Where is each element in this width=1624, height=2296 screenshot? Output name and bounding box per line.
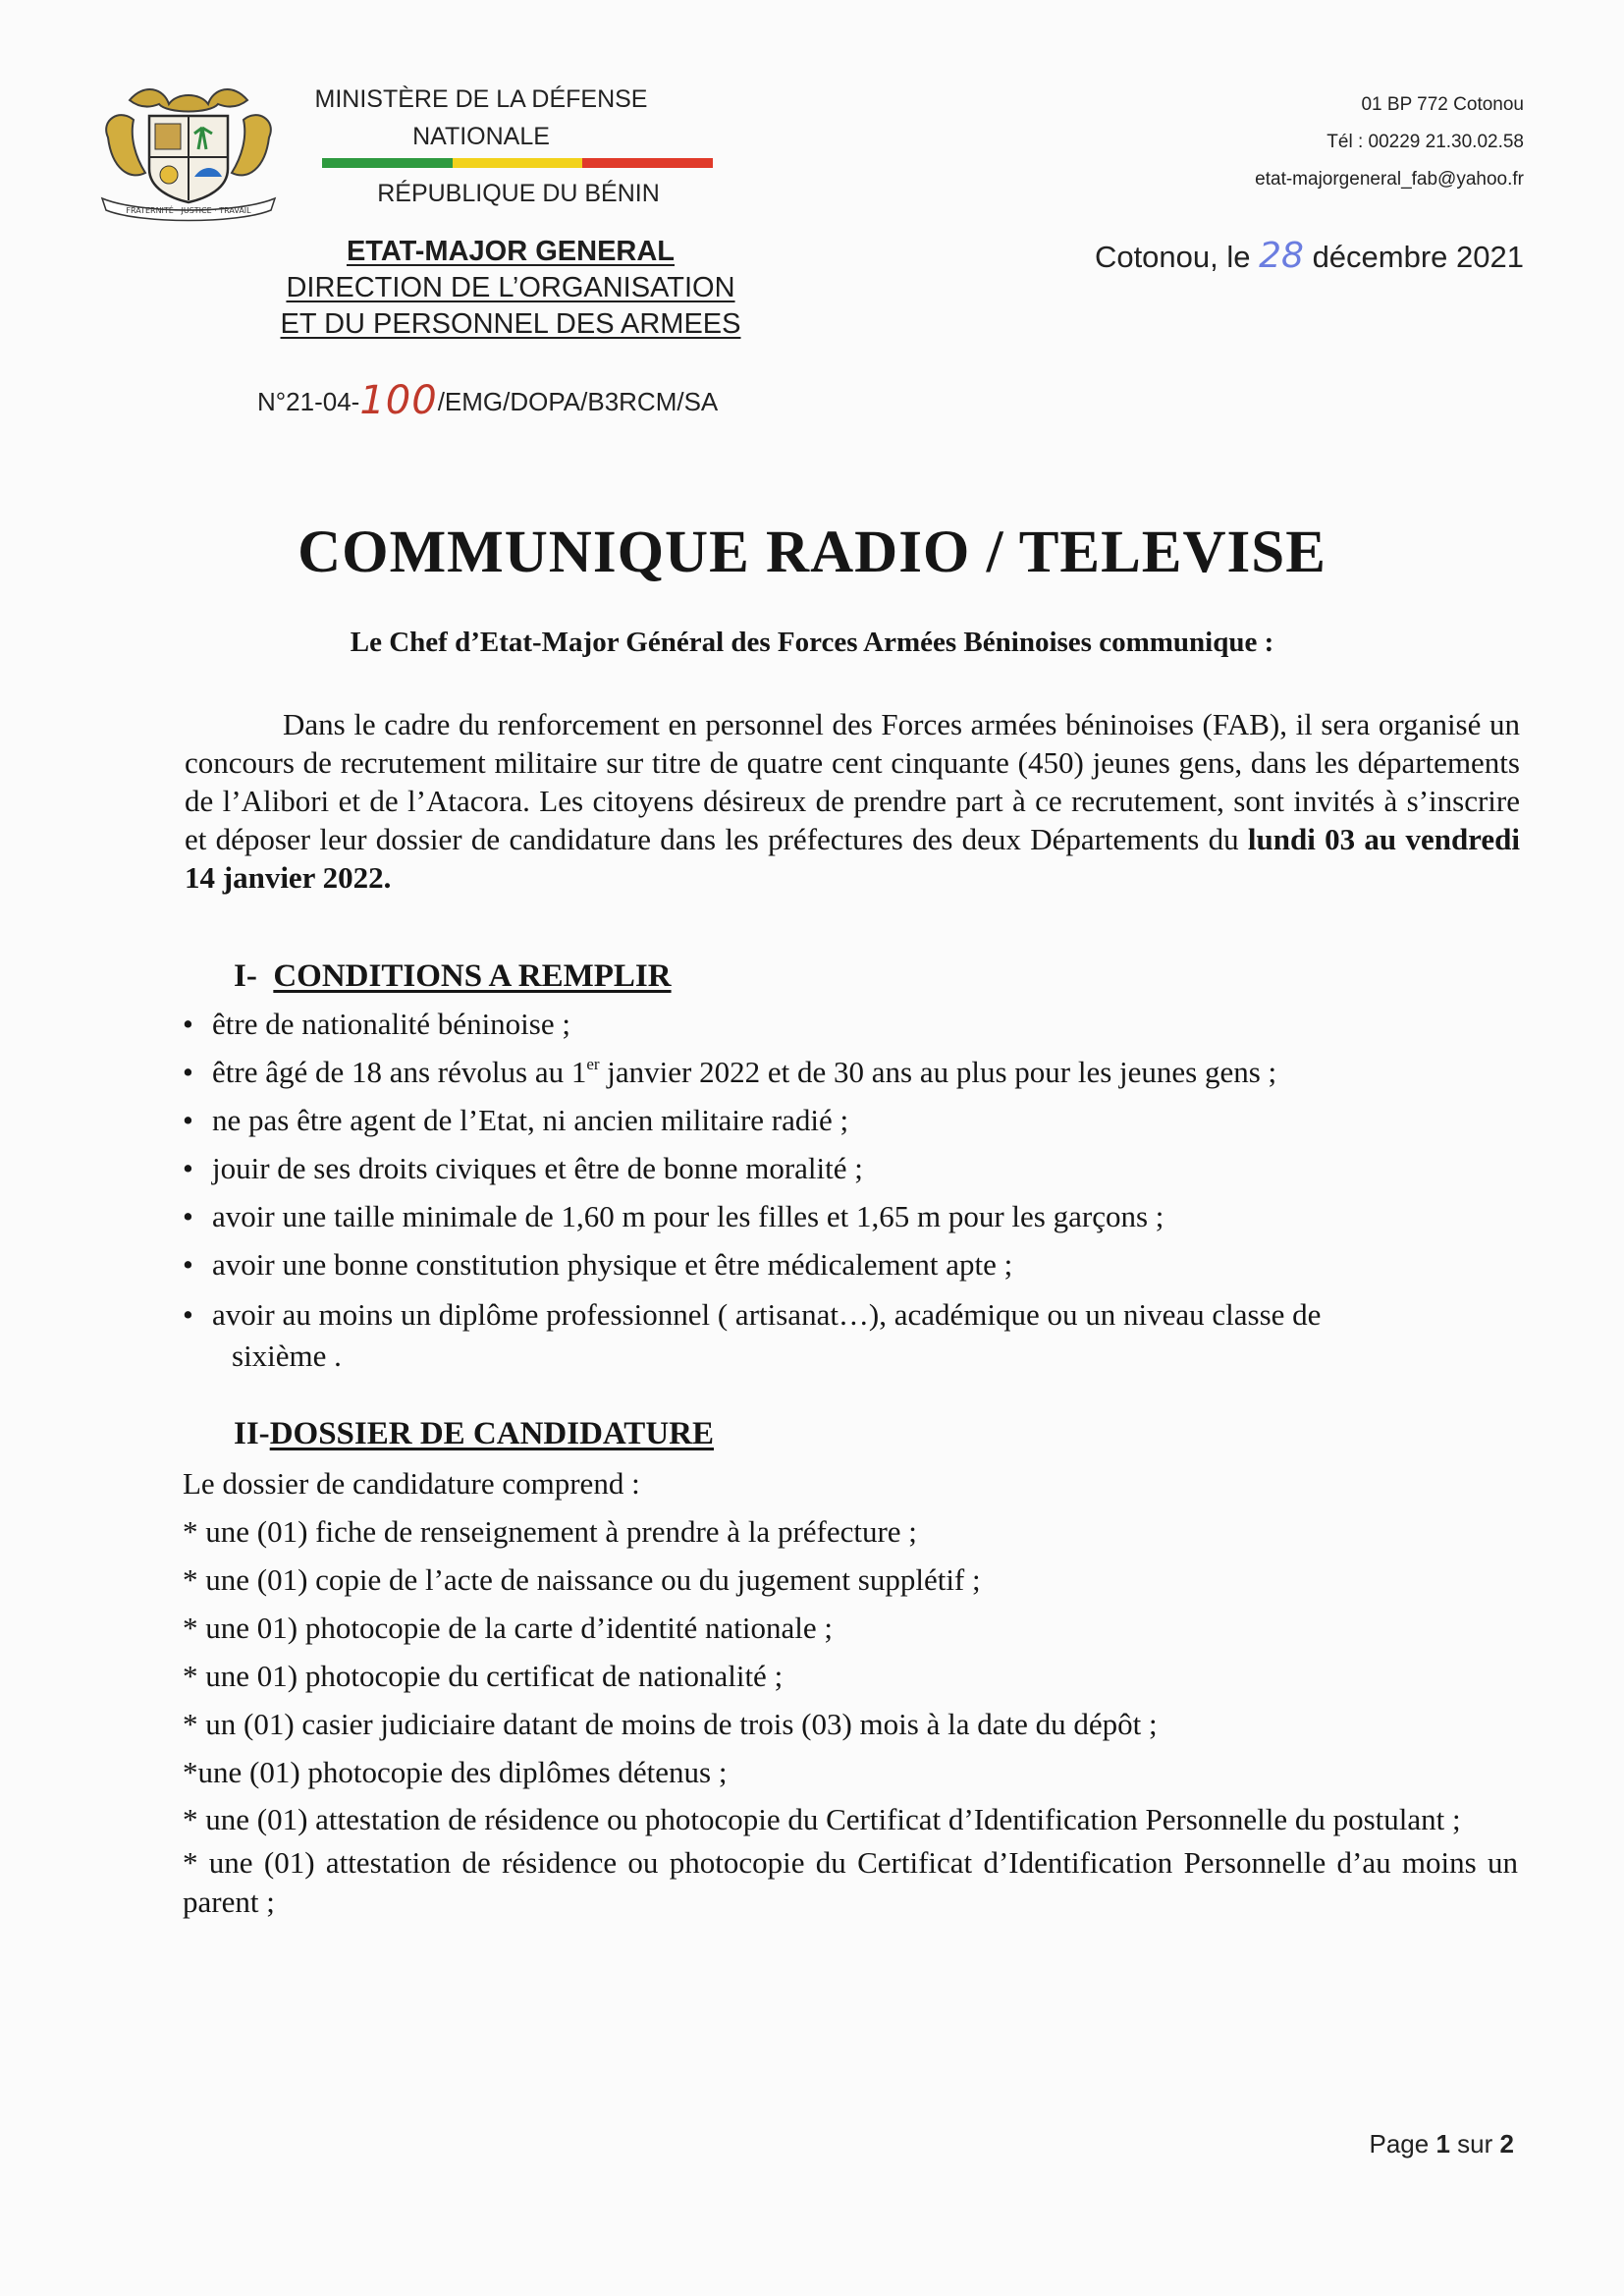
list-item: * une (01) attestation de résidence ou photocopie du Certificat d’Identification Personnelle d’au moins un parent ; (183, 1845, 1518, 1919)
contact-bp: 01 BP 772 Cotonou (1361, 94, 1524, 115)
dateline (1095, 236, 1524, 276)
list-item: * une 01) photocopie du certificat de nationalité ; (183, 1659, 784, 1693)
reference-number (257, 378, 718, 423)
document-subtitle: Le Chef d’Etat-Major Général des Forces Armées Béninoises communique : (350, 627, 1274, 658)
intro-dates-bold: lundi 03 au vendredi 14 janvier 2022. (185, 822, 1520, 895)
ref-handwritten-number: 100 (359, 378, 438, 423)
list-item: * une (01) attestation de résidence ou photocopie du Certificat d’Identification Personnelle du postulant ; (183, 1802, 1461, 1836)
contact-tel: Tél : 00229 21.30.02.58 (1326, 132, 1524, 152)
document-title: COMMUNIQUE RADIO / TELEVISE (298, 519, 1326, 585)
section-2-number: II- (234, 1416, 270, 1451)
contact-block (1255, 86, 1524, 198)
flag-stripe-red (582, 158, 713, 168)
dossier-intro: Le dossier de candidature comprend : (183, 1466, 640, 1501)
contact-email: etat-majorgeneral_fab@yahoo.fr (1255, 169, 1524, 190)
list-item: • avoir une taille minimale de 1,60 m pour les filles et 1,65 m pour les garçons ; (183, 1192, 1528, 1240)
list-item: • avoir une bonne constitution physique et être médicalement apte ; (183, 1240, 1528, 1288)
bullet-icon: • (183, 1055, 193, 1089)
national-flag-bar (322, 158, 713, 168)
dateline-suffix: décembre 2021 (1312, 240, 1524, 274)
section-1-heading (234, 958, 672, 995)
dateline-day-handwritten: 28 (1259, 236, 1304, 276)
dateline-prefix: Cotonou, le (1094, 240, 1251, 274)
list-item: * une (01) copie de l’acte de naissance ou du jugement supplétif ; (183, 1562, 981, 1597)
bullet-icon: • (183, 1007, 193, 1041)
list-item: *une (01) photocopie des diplômes détenus ; (183, 1755, 728, 1789)
coat-of-arms-emblem (90, 79, 287, 226)
bullet-icon: • (183, 1247, 193, 1282)
list-item: • avoir au moins un diplôme professionnel ( artisanat…), académique ou un niveau classe de sixième . (183, 1294, 1528, 1377)
bullet-icon: • (183, 1199, 193, 1233)
list-item: * une (01) fiche de renseignement à prendre à la préfecture ; (183, 1514, 917, 1549)
flag-stripe-green (322, 158, 453, 168)
ministry-line-1: MINISTÈRE DE LA DÉFENSE (314, 85, 648, 113)
bullet-icon: • (183, 1103, 193, 1137)
intro-paragraph (185, 705, 1520, 897)
dossier-list (183, 1459, 1518, 1926)
page-number: Page 1 sur 2 (1369, 2129, 1514, 2159)
ref-prefix: N°21-04- (257, 387, 360, 416)
emblem-motto: FRATERNITÉ · JUSTICE · TRAVAIL (126, 206, 251, 215)
section-2-heading (234, 1416, 714, 1452)
flag-stripe-yellow (453, 158, 583, 168)
ministry-name (314, 81, 648, 155)
list-item: • être de nationalité béninoise ; (183, 1000, 1528, 1048)
section-1-number: I- (234, 958, 257, 994)
list-item: • ne pas être agent de l’Etat, ni ancien militaire radié ; (183, 1096, 1528, 1144)
ministry-line-2: NATIONALE (412, 123, 550, 150)
staff-line-1: ETAT-MAJOR GENERAL (346, 236, 676, 267)
staff-line-2: DIRECTION DE L’ORGANISATION (286, 272, 735, 303)
list-item: * une 01) photocopie de la carte d’identité nationale ; (183, 1611, 833, 1645)
list-item: * un (01) casier judiciaire datant de moins de trois (03) mois à la date du dépôt ; (183, 1707, 1158, 1741)
list-item: • jouir de ses droits civiques et être de bonne moralité ; (183, 1144, 1528, 1192)
bullet-icon: • (183, 1151, 193, 1185)
staff-line-3: ET DU PERSONNEL DES ARMEES (280, 308, 741, 340)
republic-name: RÉPUBLIQUE DU BÉNIN (377, 180, 660, 207)
bullet-icon: • (183, 1297, 193, 1332)
intro-text: Dans le cadre du renforcement en personnel des Forces armées béninoises (FAB), il sera organisé un concours de recrutement militaire sur titre de quatre cent cinquante (450) jeunes gens, dans les départements de l’Alibori et de l’Atacora. Les citoyens désireux de prendre part à ce recrutement, sont invités à s’inscrire et déposer leur dossier de candidature dans les préfectures des deux Départements du (185, 707, 1520, 856)
ref-suffix: /EMG/DOPA/B3RCM/SA (437, 387, 719, 416)
conditions-list (183, 1000, 1528, 1377)
list-item: • être âgé de 18 ans révolus au 1er janvier 2022 et de 30 ans au plus pour les jeunes gens ; (183, 1048, 1528, 1096)
issuing-office (265, 234, 756, 343)
section-2-title: DOSSIER DE CANDIDATURE (269, 1416, 714, 1451)
section-1-title: CONDITIONS A REMPLIR (273, 958, 672, 994)
